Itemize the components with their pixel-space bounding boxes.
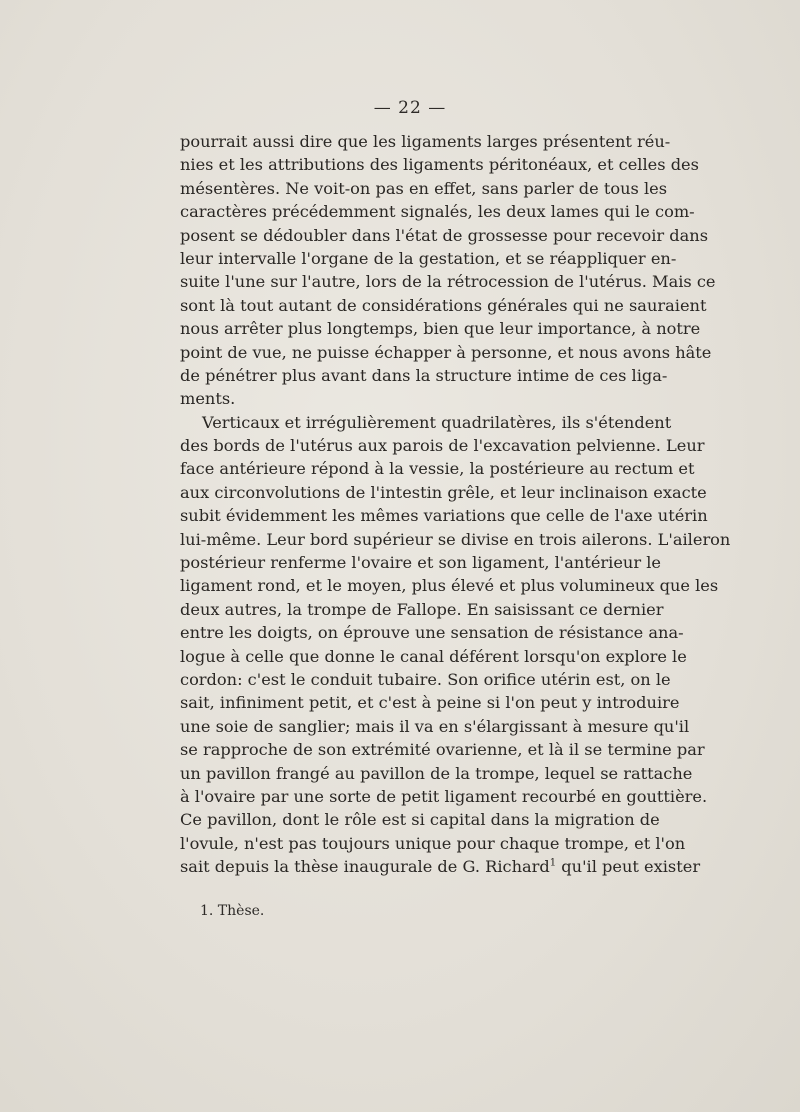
text-line: l'ovule, n'est pas toujours unique pour chaque trompe, et l'on: [180, 833, 686, 853]
text-line: une soie de sanglier; mais il va en s'élargissant à mesure qu'il: [180, 716, 690, 736]
footnote-marker: 1: [549, 857, 557, 869]
footnote: 1. Thèse.: [200, 903, 265, 919]
text-line: des bords de l'utérus aux parois de l'excavation pelvienne. Leur: [180, 436, 705, 456]
text-segment: qu'il peut exister: [556, 857, 701, 877]
text-line: nous arrêter plus longtemps, bien que leur importance, à notre: [180, 319, 701, 339]
text-line: de pénétrer plus avant dans la structure intime de ces liga-: [180, 365, 668, 385]
body-text: [180, 130, 731, 879]
text-line: se rapproche de son extrémité ovarienne, et là il se termine par: [180, 740, 705, 760]
text-line: sont là tout autant de considérations générales qui ne sauraient: [180, 295, 707, 315]
text-line: Verticaux et irrégulièrement quadrilatères, ils s'étendent: [202, 412, 672, 432]
text-line: postérieur renferme l'ovaire et son ligament, l'antérieur le: [180, 553, 661, 573]
text-line: suite l'une sur l'autre, lors de la rétrocession de l'utérus. Mais ce: [180, 272, 716, 292]
text-line: posent se dédoubler dans l'état de grossesse pour recevoir dans: [180, 225, 709, 245]
text-line: à l'ovaire par une sorte de petit ligament recourbé en gouttière.: [180, 786, 708, 806]
text-line: pourrait aussi dire que les ligaments larges présentent réu-: [180, 132, 671, 151]
text-line: deux autres, la trompe de Fallope. En saisissant ce dernier: [180, 599, 664, 619]
text-line: lui-même. Leur bord supérieur se divise en trois ailerons. L'aileron: [180, 529, 731, 549]
text-line: face antérieure répond à la vessie, la postérieure au rectum et: [180, 459, 695, 479]
text-line: aux circonvolutions de l'intestin grêle, et leur inclinaison exacte: [180, 482, 707, 502]
text-line: ligament rond, et le moyen, plus élevé et plus volumineux que les: [180, 576, 719, 596]
page-number-header: — 22 —: [373, 98, 447, 118]
text-line: cordon: c'est le conduit tubaire. Son orifice utérin est, on le: [180, 669, 671, 689]
text-line: entre les doigts, on éprouve une sensation de résistance ana-: [180, 623, 684, 643]
text-line: sait, infiniment petit, et c'est à peine si l'on peut y introduire: [180, 693, 680, 713]
text-line: subit évidemment les mêmes variations que celle de l'axe utérin: [180, 506, 708, 526]
text-line: nies et les attributions des ligaments péritonéaux, et celles des: [180, 155, 699, 175]
text-line: un pavillon frangé au pavillon de la trompe, lequel se rattache: [180, 763, 693, 783]
text-line: caractères précédemment signalés, les deux lames qui le com-: [180, 202, 695, 222]
text-line: leur intervalle l'organe de la gestation, et se réappliquer en-: [180, 248, 677, 268]
text-line: logue à celle que donne le canal déférent lorsqu'on explore le: [180, 646, 687, 666]
text-segment: sait depuis la thèse inaugurale de G. Richard: [180, 857, 550, 877]
text-line-final: [180, 855, 701, 878]
text-line: mésentères. Ne voit-on pas en effet, sans parler de tous les: [180, 178, 668, 198]
text-line: ments.: [180, 389, 236, 409]
text-line: Ce pavillon, dont le rôle est si capital dans la migration de: [180, 810, 660, 830]
text-line: point de vue, ne puisse échapper à personne, et nous avons hâte: [180, 342, 712, 362]
